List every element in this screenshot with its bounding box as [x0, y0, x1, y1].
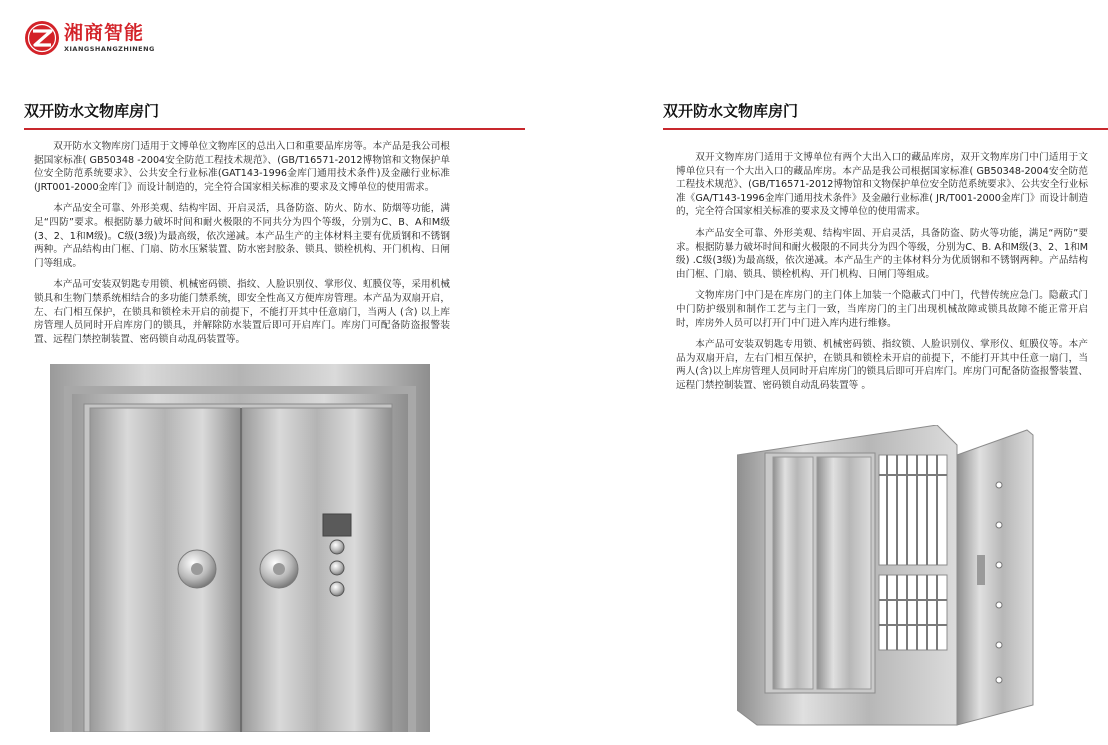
right-body: [676, 151, 1088, 401]
brand-name-en: XIANGSHANGZHINENG: [64, 45, 155, 53]
left-title-rule: [24, 128, 525, 130]
left-body: [34, 140, 450, 354]
right-title-rule: [663, 128, 1108, 130]
left-title: 双开防水文物库房门: [24, 102, 160, 120]
logo-mark-icon: [24, 20, 60, 56]
right-paragraph-4: 本产品可安装双钥匙专用锁、机械密码锁、指纹锁、人脸识别仪、掌形仪、虹膜仪等。本产品为双扇开启，左右门相互保护，在锁具和锁栓未开启的前提下，不能打开其中任意一扇门，当两人(含)以上库房管理人员同时开启库房门的锁具后即可开启库门。库房门可配备防盗报警装置、 远程门禁控制装置、密码锁自动乱码装置等 。: [676, 339, 1088, 391]
left-paragraph-3: 本产品可安装双钥匙专用锁、机械密码锁、指纹、人脸识别仪、掌形仪、虹膜仪等，采用机械锁具和生物门禁系统相结合的多功能门禁系统，即安全性高又方便库房管理。本产品为双扇开启，左、右门相互保护，在锁具和锁栓未开启的前提下，不能打开其中任意扇门，当两人 (含) 以上库房管理人员同时开启库房门的锁具，并解除防水装置后即可开启库门。库房门可配备防盗报警装置、远程门禁控制装置、密码锁自动乱码装置等。: [34, 279, 450, 345]
right-title: 双开防水文物库房门: [663, 102, 799, 120]
right-paragraph-1: 双开文物库房门适用于文博单位有两个大出入口的藏品库房，双开文物库房门中门适用于文博单位只有一个大出入口的藏品库房。本产品是我公司根据国家标准( GB50348-2004安全防范工程技术规范》、(GB/T16571-2012博物馆和文物保护单位安全防范系统要求》、公共安全行业标准《GA/T143-1996金库门通用技术条件》及金融行业标准( JR/T001-2000金库门》而设计制造的，完全符合国家相关标准的要求及文博单位的使用需求。: [676, 152, 1088, 218]
right-paragraph-2: 本产品安全可靠、外形美观、结构牢固、开启灵活，具备防盗、防火等功能，满足“两防”要求。根据防暴力破坏时间和耐火极限的不同共分为四个等级，分别为C、B. A和M级(3、2、1和M级) .C级(3级)为最高级，依次递减。本产品生产的主体材料分为优质钢和不锈钢两种。产品结构由门框、门扇、锁具、锁栓机构、开门机构、日闸门等组成。: [676, 227, 1088, 280]
left-paragraph-1: 双开防水文物库房门适用于文博单位文物库区的总出入口和重要品库房等。本产品是我公司根据国家标准( GB50348 -2004安全防范工程技术规范》、(GB/T16571-2012博物馆和文物保护单位安全防范系统要求》、公共安全行业标准(GAT143-1996金库门通用技术条件)及金融行业标准(JRT001-2000金库门》而设计制造的，完全符合国家相关标准的要求及文博单位的使用需求。: [34, 141, 450, 193]
brand-logo: [24, 20, 184, 56]
brand-name-cn: 湘商智能: [64, 22, 145, 44]
open-vault-door-photo: [737, 425, 1035, 730]
double-door-photo: [50, 364, 430, 732]
left-paragraph-2: 本产品安全可靠、外形美观、结构牢固、开启灵活，具备防盗、防火、防水、防烟等功能，满足“四防”要求。根据防暴力破坏时间和耐火极限的不同共分为四个等级，分别为C、B、A和M级(3、2、1和M级)。C级(3级)为最高级，依次递减。本产品生产的主体材料主要有优质钢和不锈钢两种。产品结构由门框、门扇、防水压紧装置、防水密封胶条、锁具、锁栓机构、开门机构、日闸门等组成。: [34, 203, 450, 269]
right-paragraph-3: 文物库房门中门是在库房门的主门体上加装一个隐蔽式门中门，代替传统应急门。隐蔽式门中门防护级别和制作工艺与主门一致，当库房门的主门出现机械故障或锁具故障不能正常开启时，库房外人员可以打开门中门进入库内进行维修。: [676, 290, 1088, 329]
